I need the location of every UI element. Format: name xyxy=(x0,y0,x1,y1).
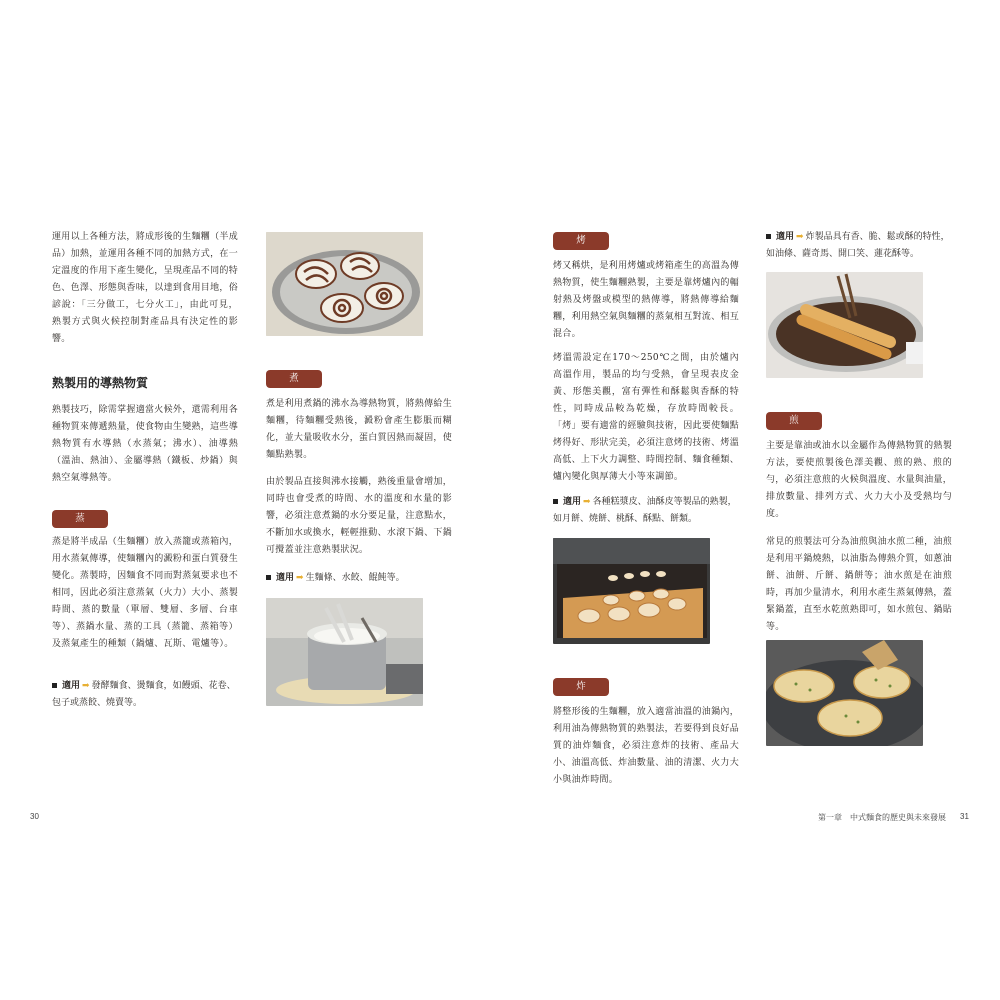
boil-tag: 煮 xyxy=(266,370,322,388)
fry-apply-text: 炸製品具有香、脆、鬆或酥的特性，如油條、薩奇馬、開口笑、蓮花酥等。 xyxy=(766,232,950,259)
fried-dough-icon xyxy=(766,272,923,378)
fry-tag: 炸 xyxy=(553,678,609,696)
steam-block xyxy=(52,534,238,653)
arrow-right-icon: ➡ xyxy=(796,232,804,242)
apply-label: 適用 xyxy=(62,681,81,691)
arrow-right-icon: ➡ xyxy=(296,573,304,583)
bullet-square-icon xyxy=(266,575,271,580)
left-page-number: 30 xyxy=(30,812,39,821)
bake-apply-text: 各種糕漿皮、油酥皮等製品的熟製，如月餅、燒餅、桃酥、酥點、餅類。 xyxy=(553,497,737,524)
arrow-right-icon: ➡ xyxy=(583,497,591,507)
boil-apply xyxy=(266,570,452,587)
arrow-right-icon: ➡ xyxy=(82,681,90,691)
pan-tag: 煎 xyxy=(766,412,822,430)
bullet-square-icon xyxy=(553,499,558,504)
right-page-number: 31 xyxy=(960,812,969,821)
steam-paragraph: 蒸是將半成品（生麵糰）放入蒸籠或蒸箱內，用水蒸氣傳導，使麵糰內的澱粉和蛋白質發生變化。蒸製時，因麵食不同而對蒸氣要求也不相同，因此必須注意蒸氣（火力）大小、蒸製時間、蒸的數量（單層、雙層、多層、台車等）、蒸鍋水量、蒸的工具（蒸籠、蒸箱等）及蒸氣產生的種類（鍋爐、瓦斯、電爐等）。 xyxy=(52,537,239,649)
apply-label: 適用 xyxy=(563,497,582,507)
apply-label: 適用 xyxy=(776,232,795,242)
fried-dough-photo xyxy=(766,272,923,378)
fry-apply xyxy=(766,229,952,263)
chapter-title: 第一章 中式麵食的歷史與未來發展 xyxy=(818,813,946,822)
boil-block-2 xyxy=(266,474,452,559)
bake-apply xyxy=(553,494,739,528)
boil-paragraph-1: 煮是利用煮鍋的沸水為導熱物質，將熱傳給生麵糰，待麵糰受熱後，澱粉會產生膨脹而糊化，並大量吸收水分，蛋白質因熱而凝固，使麵點熟製。 xyxy=(266,399,453,460)
steam-apply xyxy=(52,678,238,712)
bake-paragraph-2: 烤溫需設定在170～250℃之間，由於爐內高溫作用，製品的均勻受熱，會呈現表皮金黃、形態美觀，富有彈性和酥鬆與香酥的特性，同時成品較為乾燥，存放時間較長。「烤」要有適當的經驗與技術，因此要使麵點烤得好、形狀完美，必須注意烤的技術、烤溫高低、上下火力調整、時間控制、麵食種類、爐內變化與厚薄大小等來調節。 xyxy=(553,353,740,482)
pan-fried-scallion-pancake-icon xyxy=(766,640,923,746)
intro-paragraph: 運用以上各種方法，將成形後的生麵糰（半成品）加熱，並運用各種不同的加熱方式，在一定溫度的作用下產生變化，呈現產品不同的特色、色澤、形態與香味，以達到食用目地，俗諺說：「三分做工，七分火工」，由此可見，熟製方式與火候控制對產品具有決定性的影響。 xyxy=(52,232,239,344)
conduct-block xyxy=(52,402,238,487)
baking-pastries-photo xyxy=(553,538,710,644)
bake-paragraph-1: 烤又稱烘，是利用烤爐或烤箱產生的高溫為傳熱物質，使生麵糰熟製，主要是靠烤爐內的輻射熱及烤盤或模型的熱傳導，將熱傳導給麵糰，利用熱空氣與麵糰的蒸氣相互對流、相互混合。 xyxy=(553,261,740,339)
steamed-buns-icon xyxy=(266,232,423,336)
pan-block-2 xyxy=(766,534,952,636)
pan-paragraph-2: 常見的煎製法可分為油煎與油水煎二種，油煎是利用平鍋燒熱，以油脂為傳熱介質，如蔥油餅、油餅、斤餅、鍋餅等；油水煎是在油煎時，再加少量清水，利用水產生蒸氣傳熱，蓋緊鍋蓋，直至水乾煎熟即可，如水煎包、鍋貼等。 xyxy=(766,537,953,632)
fry-block xyxy=(553,704,739,789)
bake-tag: 烤 xyxy=(553,232,609,250)
steam-tag: 蒸 xyxy=(52,510,108,528)
left-column-1 xyxy=(52,229,238,348)
boil-apply-text: 生麵條、水餃、餛飩等。 xyxy=(305,573,405,583)
steam-apply-text: 發酵麵食、燙麵食，如饅頭、花卷、包子或蒸餃、燒賣等。 xyxy=(52,681,236,708)
bullet-square-icon xyxy=(766,234,771,239)
boiling-noodles-photo xyxy=(266,598,423,706)
pan-fried-photo xyxy=(766,640,923,746)
bake-block-1 xyxy=(553,258,739,343)
bullet-square-icon xyxy=(52,683,57,688)
pan-paragraph-1: 主要是靠油或油水以金屬作為傳熱物質的熱製方法，要使煎製後色澤美觀、煎的熟、煎的勻，必須注意煎的火候與溫度、水量與油量，排放數量、排列方式、火力大小及受熱均勻度。 xyxy=(766,441,953,519)
boil-paragraph-2: 由於製品直接與沸水接觸，熟後重量會增加，同時也會受煮的時間、水的溫度和水量的影響，必須注意煮鍋的水分要足量，注意點水，不斷加水或換水，輕輕推動、水滾下鍋、下鍋可攪蓋並注意熟製狀況。 xyxy=(266,477,453,555)
steamed-buns-photo xyxy=(266,232,423,336)
boil-block-1 xyxy=(266,396,452,464)
section-heading: 熟製用的導熱物質 xyxy=(52,376,149,390)
pan-block-1 xyxy=(766,438,952,523)
bake-block-2 xyxy=(553,350,739,486)
apply-label: 適用 xyxy=(276,573,295,583)
boiling-noodles-icon xyxy=(266,598,423,706)
conduct-paragraph: 熟製技巧，除需掌握適當火候外，還需利用各種物質來傳遞熱量，使食物由生變熟，這些導熱物質有水導熱（水蒸氣；沸水）、油導熱（溫油、熱油）、金屬導熱（鐵板、炒鍋）與熱空氣導熱等。 xyxy=(52,405,239,483)
fry-paragraph: 將整形後的生麵糰，放入適當油溫的油鍋內，利用油為傳熱物質的熟製法，若要得到良好品質的油炸麵食，必須注意炸的技術、產品大小、油溫高低、炸油數量、油的清潔、火力大小與油炸時間。 xyxy=(553,707,740,785)
baking-pastries-icon xyxy=(553,538,710,644)
